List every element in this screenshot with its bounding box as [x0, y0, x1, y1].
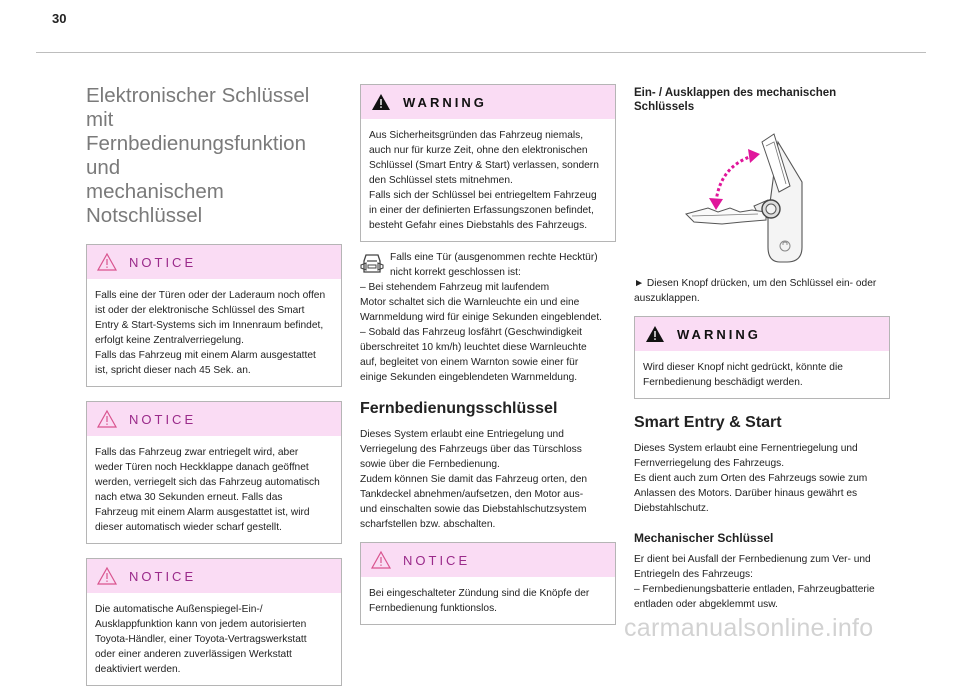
- door-open-line: – Sobald das Fahrzeug losfährt (Geschwindigkeit: [360, 327, 582, 338]
- warning-triangle-icon: [97, 567, 117, 585]
- notice-line: Ausklappfunktion kann von jedem autorisierten: [95, 619, 307, 630]
- column-2: [360, 84, 616, 639]
- mechanical-key-line: entladen oder abgeklemmt usw.: [634, 599, 778, 610]
- mechanical-key-line: Entriegeln des Fahrzeugs:: [634, 569, 753, 580]
- notice-line: ist, spricht dieser nach 45 Sek. an.: [95, 365, 251, 376]
- door-open-intro-line: nicht korrekt geschlossen ist:: [390, 267, 521, 278]
- notice-header: [87, 402, 341, 436]
- fold-instruction-line: ► Diesen Knopf drücken, um den Schlüssel ein- oder: [634, 278, 877, 289]
- door-open-details: [360, 280, 616, 385]
- notice-line: weder Türen noch Heckklappe danach geöffnet: [95, 462, 309, 473]
- warning-triangle-icon: [97, 253, 117, 271]
- fold-instruction-line: auszuklappen.: [634, 293, 700, 304]
- watermark: carmanualsonline.info: [624, 614, 874, 642]
- notice-label: NOTICE: [129, 411, 197, 427]
- remote-key-line: Verriegelung des Fahrzeugs über das Türschloss: [360, 444, 582, 455]
- section-title-line: Elektronischer Schlüssel mit: [86, 84, 310, 131]
- mechanical-key-line: – Fernbedienungsbatterie entladen, Fahrzeugbatterie: [634, 584, 875, 595]
- door-open-intro-line: Falls eine Tür (ausgenommen rechte Hecktür): [390, 252, 598, 263]
- warning-box: [634, 316, 890, 399]
- warning-line: Fernbedienung beschädigt werden.: [643, 377, 803, 388]
- notice-label: NOTICE: [403, 552, 471, 568]
- warning-body: [361, 119, 615, 241]
- section-title-line: mechanischem Notschlüssel: [86, 180, 224, 227]
- remote-key-line: Dieses System erlaubt eine Entriegelung und: [360, 429, 564, 440]
- remote-key-line: sowie über die Fernbedienung.: [360, 459, 500, 470]
- notice-line: Toyota-Händler, einer Toyota-Vertragswerkstatt: [95, 634, 307, 645]
- notice-line: Fernbedienung funktionslos.: [369, 603, 497, 614]
- remote-key-line: und einschalten sowie das Diebstahlschutzsystem: [360, 504, 587, 515]
- door-open-line: überschreitet 10 km/h) leuchtet diese Warnleuchte: [360, 342, 587, 353]
- notice-line: nach etwa 30 Sekunden erneut. Falls das: [95, 492, 283, 503]
- warning-line: in einer der definierten Erfassungszonen befindet,: [369, 205, 594, 216]
- top-rule: [36, 52, 926, 53]
- smart-entry-line: Es dient auch zum Orten des Fahrzeugs sowie zum: [634, 473, 868, 484]
- notice-line: Entry & Start-Systems sich im Innenraum befindet,: [95, 320, 324, 331]
- column-1: [86, 76, 342, 700]
- notice-box: [86, 558, 342, 686]
- mechanical-key-line: Er dient bei Ausfall der Fernbedienung zum Ver- und: [634, 554, 871, 565]
- warning-box: [360, 84, 616, 242]
- warning-line: Falls sich der Schlüssel bei entriegeltem Fahrzeug: [369, 190, 597, 201]
- notice-line: Bei eingeschalteter Zündung sind die Knöpfe der: [369, 588, 590, 599]
- warning-header: [635, 317, 889, 351]
- notice-body: [87, 593, 341, 685]
- smart-entry-line: Diebstahlschutz.: [634, 503, 709, 514]
- notice-label: NOTICE: [129, 568, 197, 584]
- door-open-note: [360, 250, 616, 280]
- warning-triangle-icon: [97, 410, 117, 428]
- notice-line: dieser automatisch wieder scharf gestellt.: [95, 522, 282, 533]
- smart-entry-line: Fernverriegelung des Fahrzeugs.: [634, 458, 785, 469]
- smart-entry-heading: Smart Entry & Start: [634, 414, 782, 431]
- notice-line: ist oder der elektronische Schlüssel des Smart: [95, 305, 305, 316]
- notice-header: [87, 559, 341, 593]
- fold-key-heading-line: Schlüssels: [634, 101, 695, 113]
- door-open-intro: [390, 250, 598, 280]
- notice-line: werden, verriegelt sich das Fahrzeug automatisch: [95, 477, 320, 488]
- notice-line: Falls eine der Türen oder der Laderaum noch offen: [95, 290, 326, 301]
- door-open-line: auf, begleitet von einem Warnton sowie einer für: [360, 357, 579, 368]
- notice-box: [86, 401, 342, 544]
- warning-label: WARNING: [677, 326, 761, 342]
- notice-line: Die automatische Außenspiegel-Ein-/: [95, 604, 263, 615]
- notice-body: [87, 279, 341, 386]
- section-title: [86, 84, 342, 228]
- smart-entry-text: [634, 441, 890, 516]
- notice-line: oder einer anderen zuverlässigen Werkstatt: [95, 649, 292, 660]
- notice-line: Fahrzeug mit einem Alarm ausgestattet ist, wird: [95, 507, 310, 518]
- warning-line: besteht Gefahr eines Diebstahls des Fahrzeugs.: [369, 220, 588, 231]
- remote-key-line: Zudem können Sie damit das Fahrzeug orten, den: [360, 474, 588, 485]
- section-title-line: Fernbedienungsfunktion und: [86, 132, 306, 179]
- fold-instruction: [634, 276, 890, 306]
- warning-line: den Schlüssel stets mitnehmen.: [369, 175, 513, 186]
- warning-line: Aus Sicherheitsgründen das Fahrzeug niemals,: [369, 130, 584, 141]
- door-open-line: – Bei stehendem Fahrzeug mit laufendem: [360, 282, 550, 293]
- notice-label: NOTICE: [129, 254, 197, 270]
- warning-label: WARNING: [403, 94, 487, 110]
- notice-box: [86, 244, 342, 387]
- notice-body: [361, 577, 615, 624]
- notice-body: [87, 436, 341, 543]
- notice-box: [360, 542, 616, 625]
- smart-entry-line: Anlassen des Motors. Darüber hinaus gewährt es: [634, 488, 858, 499]
- smart-entry-line: Dieses System erlaubt eine Fernentriegelung und: [634, 443, 858, 454]
- warning-triangle-icon: [645, 325, 665, 343]
- remote-key-text: [360, 427, 616, 532]
- door-open-line: Motor schaltet sich die Warnleuchte ein und eine: [360, 297, 580, 308]
- remote-key-heading: Fernbedienungsschlüssel: [360, 400, 558, 417]
- door-open-warning-lamp-icon: [360, 252, 384, 276]
- folding-key-illustration: [682, 122, 812, 267]
- page-number: 30: [52, 11, 67, 26]
- notice-line: deaktiviert werden.: [95, 664, 181, 675]
- warning-triangle-icon: [371, 93, 391, 111]
- notice-header: [361, 543, 615, 577]
- warning-header: [361, 85, 615, 119]
- fold-key-heading: [634, 86, 890, 114]
- mechanical-key-heading: Mechanischer Schlüssel: [634, 531, 774, 545]
- column-3: [634, 86, 890, 612]
- door-open-line: einige Sekunden eingeblendeten Warnmeldung.: [360, 372, 578, 383]
- warning-triangle-icon: [371, 551, 391, 569]
- notice-line: Falls das Fahrzeug mit einem Alarm ausgestattet: [95, 350, 316, 361]
- fold-key-heading-line: Ein- / Ausklappen des mechanischen: [634, 87, 837, 99]
- remote-key-line: scharfstellen bzw. abschalten.: [360, 519, 496, 530]
- warning-line: Wird dieser Knopf nicht gedrückt, könnte die: [643, 362, 843, 373]
- notice-header: [87, 245, 341, 279]
- notice-line: Falls das Fahrzeug zwar entriegelt wird, aber: [95, 447, 299, 458]
- notice-line: erfolgt keine Zentralverriegelung.: [95, 335, 244, 346]
- door-open-line: Warnmeldung wird für einige Sekunden eingeblendet.: [360, 312, 603, 323]
- warning-line: Schlüssel (Smart Entry & Start) verlassen, sondern: [369, 160, 599, 171]
- mechanical-key-text: [634, 552, 890, 612]
- warning-line: auch nur für kurze Zeit, ohne den elektronischen: [369, 145, 588, 156]
- remote-key-line: Tankdeckel abnehmen/aufsetzen, den Motor aus-: [360, 489, 584, 500]
- warning-body: [635, 351, 889, 398]
